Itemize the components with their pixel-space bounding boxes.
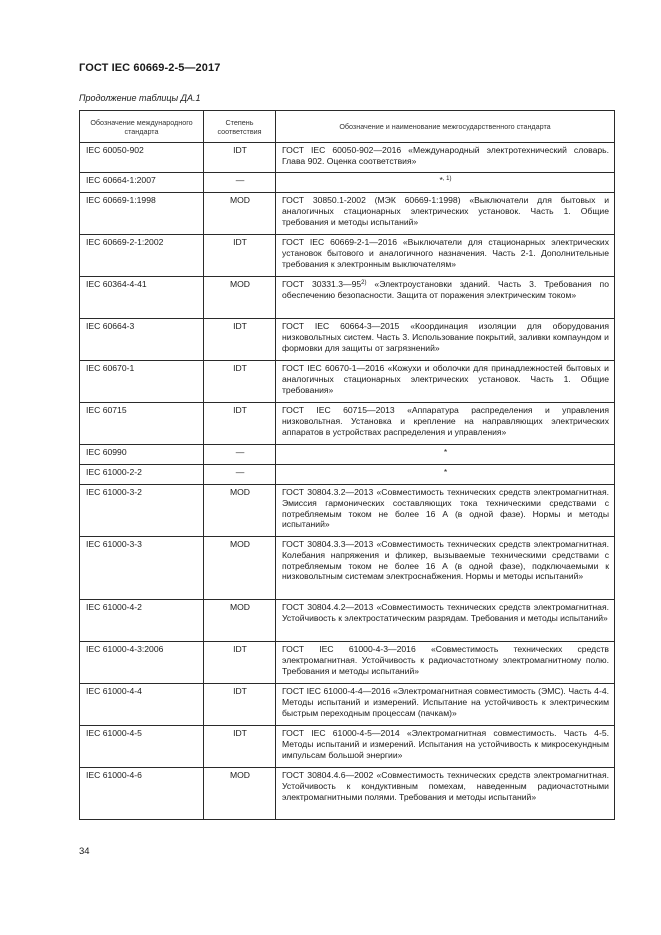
standard-text: ГОСТ IEC 60050-902—2016 «Международный электротехнический словарь. Глава 902. Оценка соответствия»	[282, 145, 609, 166]
international-standard-cell: IEC 60664-1:2007	[80, 173, 204, 193]
standard-text: ГОСТ IEC 60669-2-1—2016 «Выключатели для стационарных электрических установок бытового и аналогичного назначения. Часть 2-1. Дополнительные требования к электронным выключателям»	[282, 237, 609, 269]
degree-cell: MOD	[204, 193, 276, 235]
international-standard-cell: IEC 61000-3-2	[80, 485, 204, 537]
standard-text: ГОСТ 30804.3.2—2013 «Совместимость технических средств электромагнитная. Эмиссия гармонических составляющих тока техническими средствами с потребляемым током не более 16 А (в одной фазе). Нормы и методы испытаний»	[282, 487, 609, 530]
table-row	[80, 445, 615, 465]
correspondence-table	[79, 110, 615, 820]
table-caption: Продолжение таблицы ДА.1	[79, 93, 201, 103]
standard-text: *	[443, 467, 448, 477]
page-number: 34	[79, 846, 90, 857]
international-standard-cell: IEC 61000-4-3:2006	[80, 642, 204, 684]
table-row	[80, 319, 615, 361]
international-standard-cell: IEC 60990	[80, 445, 204, 465]
international-standard-cell: IEC 60664-3	[80, 319, 204, 361]
table-header-row	[80, 111, 615, 143]
international-standard-cell: IEC 61000-4-5	[80, 726, 204, 768]
standard-text-continued: «Электроустановки зданий. Часть 3. Требования по обеспечению безопасности. Защита от поражения электрическим током»	[282, 279, 609, 300]
interstate-standard-cell	[276, 684, 615, 726]
header-degree-of-conformity: Степень соответствия	[204, 111, 276, 143]
standard-text: ГОСТ IEC 61000-4-4—2016 «Электромагнитная совместимость (ЭМС). Часть 4-4. Методы испытаний и измерений. Испытание на устойчивость к электрическим быстрым переходным процессам (пачкам)»	[282, 686, 609, 718]
degree-cell: IDT	[204, 642, 276, 684]
table-row	[80, 684, 615, 726]
table-row	[80, 143, 615, 173]
degree-cell: IDT	[204, 726, 276, 768]
degree-cell: MOD	[204, 277, 276, 319]
degree-cell: IDT	[204, 361, 276, 403]
table-row	[80, 235, 615, 277]
international-standard-cell: IEC 61000-3-3	[80, 537, 204, 600]
table-row	[80, 361, 615, 403]
international-standard-cell: IEC 60715	[80, 403, 204, 445]
table-row	[80, 726, 615, 768]
footnote-ref: , 1)	[442, 176, 452, 182]
table-row	[80, 537, 615, 600]
standard-text: ГОСТ IEC 60670-1—2016 «Кожухи и оболочки для принадлежностей бытовых и аналогичных стационарных электрических установок. Часть 1. Общие требования»	[282, 363, 609, 395]
interstate-standard-cell	[276, 768, 615, 820]
header-international-standard: Обозначение международного стандарта	[80, 111, 204, 143]
international-standard-cell: IEC 60364-4-41	[80, 277, 204, 319]
table-body	[80, 143, 615, 820]
interstate-standard-cell	[276, 277, 615, 319]
header-interstate-standard: Обозначение и наименование межгосударственного стандарта	[276, 111, 615, 143]
table-row	[80, 193, 615, 235]
interstate-standard-cell	[276, 726, 615, 768]
standard-text: ГОСТ IEC 61000-4-5—2014 «Электромагнитная совместимость. Часть 4-5. Методы испытаний и измерений. Испытания на устойчивость к микросекундным импульсам большой энергии»	[282, 728, 609, 760]
standard-text: ГОСТ 30804.3.3—2013 «Совместимость технических средств электромагнитная. Колебания напряжения и фликер, вызываемые техническими средствами с потребляемым током не более 16 А (в одной фазе), подключаемыми к низковольтным системам электроснабжения. Нормы и методы испытаний»	[282, 539, 609, 582]
standard-text: ГОСТ 30331.3—95	[282, 279, 362, 289]
degree-cell: MOD	[204, 537, 276, 600]
interstate-standard-cell	[276, 193, 615, 235]
interstate-standard-cell	[276, 465, 615, 485]
international-standard-cell: IEC 60669-1:1998	[80, 193, 204, 235]
international-standard-cell: IEC 61000-4-2	[80, 600, 204, 642]
degree-cell: IDT	[204, 403, 276, 445]
standard-text: ГОСТ IEC 60715—2013 «Аппаратура распределения и управления низковольтная. Установка и крепление на направляющих электрических аппаратов в устройствах распределения и управления»	[282, 405, 609, 437]
degree-cell: —	[204, 173, 276, 193]
international-standard-cell: IEC 61000-4-4	[80, 684, 204, 726]
table-row	[80, 173, 615, 193]
degree-cell: IDT	[204, 684, 276, 726]
interstate-standard-cell	[276, 143, 615, 173]
interstate-standard-cell	[276, 445, 615, 465]
degree-cell: IDT	[204, 143, 276, 173]
table-row	[80, 277, 615, 319]
international-standard-cell: IEC 61000-4-6	[80, 768, 204, 820]
degree-cell: MOD	[204, 600, 276, 642]
table-row	[80, 485, 615, 537]
standard-title: ГОСТ IEC 60669-2-5—2017	[79, 62, 221, 74]
standard-text: *	[443, 447, 448, 457]
degree-cell: IDT	[204, 319, 276, 361]
table-row	[80, 600, 615, 642]
interstate-standard-cell	[276, 361, 615, 403]
international-standard-cell: IEC 60050-902	[80, 143, 204, 173]
table-row	[80, 768, 615, 820]
standard-text: ГОСТ IEC 61000-4-3—2016 «Совместимость технических средств электромагнитная. Устойчивость к радиочастотному электромагнитному полю. Требования и методы испытаний»	[282, 644, 609, 676]
degree-cell: MOD	[204, 485, 276, 537]
interstate-standard-cell	[276, 319, 615, 361]
degree-cell: MOD	[204, 768, 276, 820]
degree-cell: IDT	[204, 235, 276, 277]
table-row	[80, 642, 615, 684]
standard-text: ГОСТ 30804.4.2—2013 «Совместимость технических средств электромагнитная. Устойчивость к электростатическим разрядам. Требования и методы испытаний»	[282, 602, 609, 623]
footnote-ref: 2)	[361, 280, 367, 286]
international-standard-cell: IEC 60669-2-1:2002	[80, 235, 204, 277]
interstate-standard-cell	[276, 537, 615, 600]
degree-cell: —	[204, 465, 276, 485]
standard-text: *	[439, 175, 443, 185]
interstate-standard-cell	[276, 485, 615, 537]
standard-text: ГОСТ 30850.1-2002 (МЭК 60669-1:1998) «Выключатели для бытовых и аналогичных стационарных электрических установок. Часть 1. Общие требования и методы испытаний»	[282, 195, 609, 227]
international-standard-cell: IEC 60670-1	[80, 361, 204, 403]
table-row	[80, 403, 615, 445]
degree-cell: —	[204, 445, 276, 465]
table-row	[80, 465, 615, 485]
interstate-standard-cell	[276, 403, 615, 445]
international-standard-cell: IEC 61000-2-2	[80, 465, 204, 485]
interstate-standard-cell	[276, 600, 615, 642]
interstate-standard-cell	[276, 642, 615, 684]
standard-text: ГОСТ 30804.4.6—2002 «Совместимость технических средств электромагнитная. Устойчивость к кондуктивным помехам, наведенным радиочастотными электромагнитными полями. Требования и методы испытаний»	[282, 770, 609, 802]
interstate-standard-cell	[276, 173, 615, 193]
interstate-standard-cell	[276, 235, 615, 277]
standard-text: ГОСТ IEC 60664-3—2015 «Координация изоляции для оборудования низковольтных систем. Часть 3. Использование покрытий, заливки компаундом и формовки для защиты от загрязнений»	[282, 321, 609, 353]
